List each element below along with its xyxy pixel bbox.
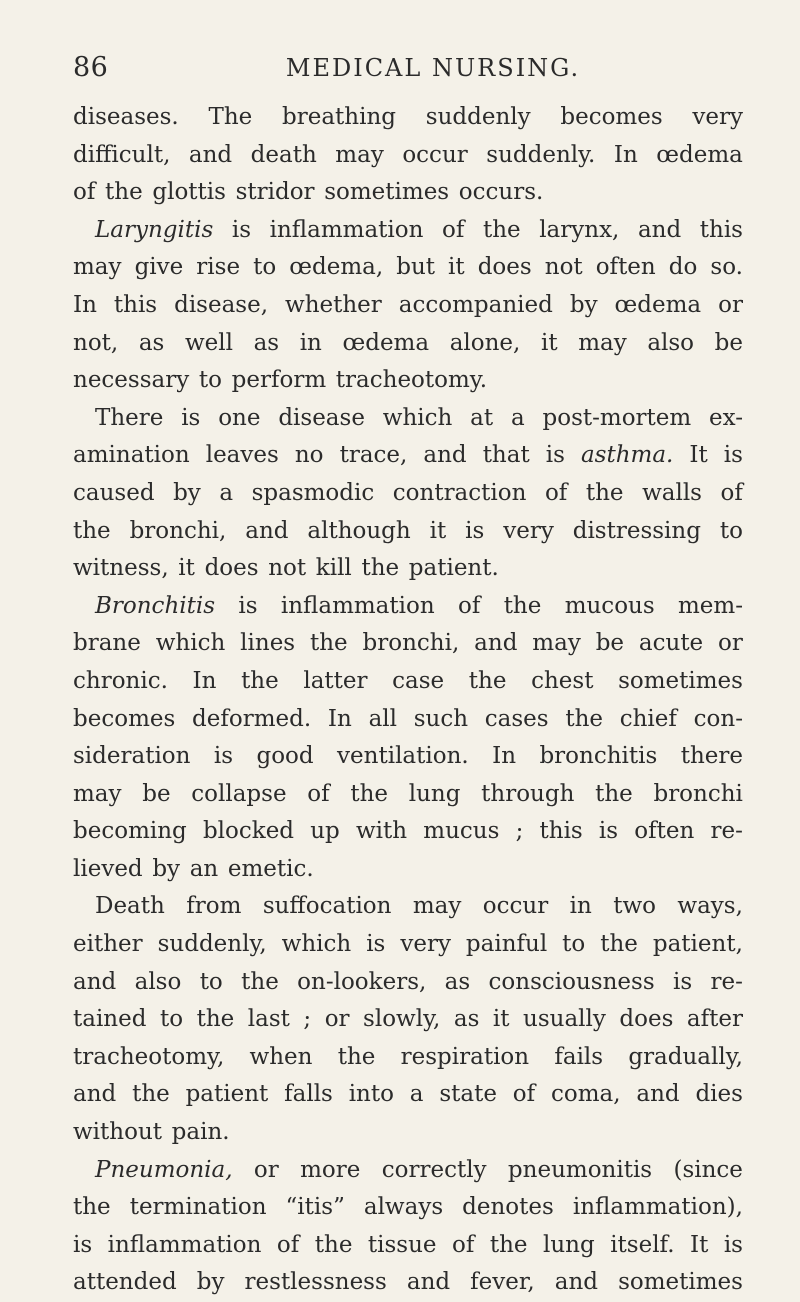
- word: accompanied: [398, 291, 553, 318]
- word: itself.: [610, 1231, 675, 1258]
- word: mucus: [423, 818, 500, 845]
- word: bronchi: [653, 780, 743, 807]
- text-line: [73, 1264, 743, 1302]
- word: patient: [185, 1081, 269, 1108]
- word: through: [481, 780, 575, 807]
- text-line: [73, 249, 743, 287]
- word: two: [613, 893, 656, 920]
- word: the: [241, 667, 279, 694]
- word: emetic.: [227, 855, 314, 882]
- word: the: [350, 780, 389, 807]
- word: pain.: [171, 1119, 230, 1146]
- word: by: [152, 855, 181, 882]
- word: tissue: [367, 1231, 437, 1258]
- word: state: [439, 1081, 497, 1108]
- word: to: [719, 517, 743, 544]
- word: or: [718, 291, 743, 318]
- word: does: [619, 1006, 674, 1033]
- word: be: [595, 630, 625, 657]
- text-line: [73, 137, 743, 175]
- text-line: [73, 513, 743, 551]
- word: the: [241, 968, 279, 995]
- word: respiration: [400, 1043, 530, 1070]
- word: to: [253, 254, 277, 281]
- word: mucous: [564, 592, 655, 619]
- word: It: [689, 442, 708, 469]
- word: it: [448, 254, 465, 281]
- word: It: [690, 1231, 709, 1258]
- word: be: [142, 780, 171, 807]
- text-line: [73, 738, 743, 776]
- word: chronic.: [73, 667, 168, 694]
- word: inflammation),: [572, 1194, 743, 1221]
- word: occur: [482, 893, 549, 920]
- word: lines: [240, 630, 296, 657]
- word: the: [73, 1194, 111, 1221]
- word: caused: [73, 479, 155, 506]
- word: a: [409, 1081, 424, 1108]
- word: difficult,: [73, 141, 171, 168]
- word: lieved: [73, 855, 143, 882]
- word: may: [532, 630, 581, 657]
- word: suddenly,: [157, 931, 267, 958]
- word: which: [382, 404, 453, 431]
- word: one: [218, 404, 261, 431]
- word: may: [578, 329, 627, 356]
- word: sometimes: [324, 179, 450, 206]
- word: bronchi,: [362, 630, 460, 657]
- word: “itis”: [285, 1194, 345, 1221]
- word: kill: [315, 555, 352, 582]
- text-line: [73, 475, 743, 513]
- word: to: [159, 1006, 184, 1033]
- word: collapse: [191, 780, 287, 807]
- word: fails: [554, 1043, 604, 1070]
- word: to: [199, 968, 223, 995]
- word: brane: [73, 630, 141, 657]
- word: in: [299, 329, 322, 356]
- word: there: [680, 743, 743, 770]
- word: or: [324, 1006, 350, 1033]
- word: leaves: [205, 442, 279, 469]
- text-line: [73, 362, 743, 400]
- word: when: [249, 1043, 313, 1070]
- word: There: [95, 404, 164, 431]
- word: more: [300, 1156, 361, 1183]
- word: such: [413, 705, 469, 732]
- word: is: [465, 517, 485, 544]
- word: and: [406, 1269, 451, 1296]
- text-line: [73, 1227, 743, 1265]
- word: sideration: [73, 743, 191, 770]
- word: the: [105, 179, 143, 206]
- word: of: [457, 592, 481, 619]
- word: re-: [710, 968, 743, 995]
- text-line: [73, 99, 743, 137]
- word: œdema: [614, 291, 702, 318]
- word: suddenly: [425, 104, 531, 130]
- word: also: [647, 329, 695, 356]
- word: fever,: [470, 1269, 535, 1296]
- word: sometimes: [618, 667, 743, 694]
- word: not: [544, 254, 583, 281]
- word: In: [192, 667, 217, 694]
- word: distressing: [572, 517, 701, 544]
- word: blocked: [202, 818, 295, 845]
- paragraph-first-line: [73, 400, 743, 438]
- word: ;: [515, 818, 524, 845]
- word: last: [247, 1006, 290, 1033]
- italic-term: Bronchitis: [95, 592, 216, 619]
- word: which: [281, 931, 352, 958]
- word: the: [73, 517, 111, 544]
- word: so.: [710, 254, 743, 281]
- word: chest: [531, 667, 594, 694]
- text-line: [73, 964, 743, 1002]
- text-line: [73, 1039, 743, 1077]
- word: do: [668, 254, 698, 281]
- text-line: [73, 1076, 743, 1114]
- word: is: [238, 592, 258, 619]
- word: by: [569, 291, 598, 318]
- word: occur: [402, 141, 468, 168]
- word: glottis: [152, 179, 226, 206]
- word: death: [250, 141, 317, 168]
- text-line: [73, 1114, 743, 1152]
- word: latter: [303, 667, 368, 694]
- body-text: [73, 99, 743, 1302]
- word: inflammation: [269, 216, 424, 243]
- word: the: [489, 1231, 528, 1258]
- word: a: [510, 404, 525, 431]
- word: not: [268, 555, 307, 582]
- word: In: [492, 743, 517, 770]
- word: spasmodic: [251, 479, 375, 506]
- word: disease,: [174, 291, 269, 318]
- word: patient,: [652, 931, 743, 958]
- word: The: [208, 104, 253, 130]
- word: it: [429, 517, 447, 544]
- word: an: [189, 855, 219, 882]
- word: and: [637, 216, 682, 243]
- word: occurs.: [458, 179, 544, 206]
- word: witness,: [73, 555, 169, 582]
- word: amination: [73, 442, 190, 469]
- word: or: [718, 630, 743, 657]
- text-line: [73, 174, 743, 212]
- word: this: [113, 291, 158, 318]
- word: is: [73, 1231, 93, 1258]
- word: does: [477, 254, 532, 281]
- word: it: [492, 1006, 510, 1033]
- word: diseases.: [73, 104, 179, 130]
- word: breathing: [282, 104, 397, 130]
- word: not,: [73, 329, 119, 356]
- word: of: [720, 479, 743, 506]
- word: always: [363, 1194, 444, 1221]
- word: and: [73, 1081, 117, 1108]
- word: the: [310, 630, 348, 657]
- text-line: [73, 1001, 743, 1039]
- word: is: [598, 818, 619, 845]
- text-line: [73, 701, 743, 739]
- word: although: [307, 517, 411, 544]
- word: it: [540, 329, 558, 356]
- word: as: [138, 329, 165, 356]
- word: the: [482, 216, 521, 243]
- word: re-: [710, 818, 743, 845]
- word: inflammation: [280, 592, 435, 619]
- word: In: [613, 141, 638, 168]
- word: falls: [284, 1081, 333, 1108]
- word: up: [310, 818, 340, 845]
- word: denotes: [462, 1194, 554, 1221]
- word: consciousness: [488, 968, 655, 995]
- word: good: [256, 743, 314, 770]
- word: becomes: [73, 705, 176, 732]
- word: the: [595, 780, 633, 807]
- word: attended: [73, 1269, 177, 1296]
- word: con-: [693, 705, 743, 732]
- word: by: [173, 479, 201, 506]
- word: of: [544, 479, 568, 506]
- word: usually: [523, 1006, 606, 1033]
- word: either: [73, 931, 143, 958]
- word: post-mortem: [542, 404, 692, 431]
- word: sometimes: [618, 1269, 743, 1296]
- word: on-lookers,: [297, 968, 427, 995]
- word: perform: [231, 367, 327, 394]
- word: is: [366, 931, 386, 958]
- word: well: [184, 329, 233, 356]
- word: the: [196, 1006, 235, 1033]
- word: coma,: [550, 1081, 621, 1108]
- word: also: [134, 968, 182, 995]
- word: may: [412, 893, 462, 920]
- word: correctly: [381, 1156, 487, 1183]
- word: very: [692, 104, 743, 130]
- word: cases: [484, 705, 549, 732]
- word: contraction: [392, 479, 527, 506]
- text-line: [73, 663, 743, 701]
- word: but: [396, 254, 435, 281]
- word: bronchitis: [539, 743, 658, 770]
- word: the: [468, 667, 507, 694]
- word: is: [231, 216, 252, 243]
- word: give: [134, 254, 184, 281]
- word: into: [348, 1081, 394, 1108]
- word: be: [714, 329, 743, 356]
- word: very: [400, 931, 451, 958]
- paragraph-first-line: [73, 1152, 743, 1190]
- word: pneumonitis: [507, 1156, 653, 1183]
- italic-term: asthma.: [580, 442, 674, 469]
- word: inflammation: [107, 1231, 262, 1258]
- word: by: [196, 1269, 225, 1296]
- text-line: [73, 926, 743, 964]
- word: walls: [642, 479, 702, 506]
- word: patient.: [408, 555, 499, 582]
- word: restlessness: [244, 1269, 387, 1296]
- word: is: [723, 1231, 743, 1258]
- word: œdema: [656, 141, 743, 168]
- word: chief: [619, 705, 677, 732]
- word: a: [219, 479, 234, 506]
- text-line: [73, 437, 743, 475]
- word: ex-: [709, 404, 743, 431]
- page-number: 86: [73, 52, 109, 83]
- word: deformed.: [192, 705, 312, 732]
- word: the: [503, 592, 542, 619]
- word: of: [452, 1231, 475, 1258]
- word: œdema: [342, 329, 430, 356]
- word: becoming: [73, 818, 187, 845]
- word: of: [276, 1231, 300, 1258]
- word: no: [294, 442, 324, 469]
- word: ways,: [677, 893, 743, 920]
- word: may: [335, 141, 384, 168]
- paragraph-first-line: [73, 888, 743, 926]
- word: at: [470, 404, 494, 431]
- word: this: [699, 216, 743, 243]
- word: disease: [278, 404, 365, 431]
- word: gradually,: [628, 1043, 743, 1070]
- word: often: [595, 254, 656, 281]
- word: œdema,: [289, 254, 384, 281]
- word: trace,: [339, 442, 408, 469]
- word: as: [444, 968, 471, 995]
- word: In: [327, 705, 352, 732]
- word: may: [73, 254, 122, 281]
- word: is: [723, 442, 743, 469]
- word: after: [686, 1006, 743, 1033]
- word: to: [198, 367, 222, 394]
- italic-term: Pneumonia,: [95, 1156, 233, 1183]
- word: mem-: [677, 592, 743, 619]
- word: is: [672, 968, 693, 995]
- word: tracheotomy.: [335, 367, 488, 394]
- word: and: [245, 517, 289, 544]
- text-line: [73, 550, 743, 588]
- word: and: [474, 630, 518, 657]
- italic-term: Laryngitis: [95, 216, 214, 243]
- word: the: [361, 555, 400, 582]
- word: all: [368, 705, 397, 732]
- word: the: [132, 1081, 170, 1108]
- word: to: [562, 931, 586, 958]
- word: necessary: [73, 367, 190, 394]
- word: stridor: [235, 179, 315, 206]
- text-line: [73, 625, 743, 663]
- word: and: [188, 141, 233, 168]
- paragraph-first-line: [73, 212, 743, 250]
- word: rise: [196, 254, 241, 281]
- word: is: [213, 743, 234, 770]
- word: as: [253, 329, 280, 356]
- word: as: [453, 1006, 480, 1033]
- text-line: [73, 776, 743, 814]
- word: the: [314, 1231, 353, 1258]
- word: which: [155, 630, 226, 657]
- word: is: [545, 442, 565, 469]
- paragraph-first-line: [73, 588, 743, 626]
- word: of: [512, 1081, 536, 1108]
- word: In: [73, 291, 97, 318]
- word: acute: [638, 630, 704, 657]
- word: from: [186, 893, 242, 920]
- word: becomes: [560, 104, 663, 130]
- word: of: [73, 179, 96, 206]
- word: the: [337, 1043, 376, 1070]
- running-head: MEDICAL NURSING.: [285, 54, 581, 82]
- text-line: [73, 287, 743, 325]
- word: and: [423, 442, 467, 469]
- word: painful: [465, 931, 548, 958]
- word: slowly,: [363, 1006, 441, 1033]
- word: tracheotomy,: [73, 1043, 225, 1070]
- word: ventilation.: [337, 743, 469, 770]
- text-line: [73, 851, 743, 889]
- word: the: [585, 479, 624, 506]
- word: of: [307, 780, 330, 807]
- word: this: [539, 818, 583, 845]
- word: suffocation: [262, 893, 392, 920]
- word: may: [73, 780, 122, 807]
- word: with: [355, 818, 408, 845]
- word: and: [554, 1269, 598, 1296]
- word: lung: [543, 1231, 595, 1258]
- word: in: [569, 893, 592, 920]
- word: (since: [673, 1156, 743, 1183]
- word: tained: [73, 1006, 147, 1033]
- word: ;: [303, 1006, 312, 1033]
- word: suddenly.: [486, 141, 596, 168]
- word: case: [392, 667, 445, 694]
- word: alone,: [449, 329, 521, 356]
- word: it: [178, 555, 195, 582]
- word: Death: [95, 893, 165, 920]
- word: very: [503, 517, 554, 544]
- word: dies: [695, 1081, 743, 1108]
- word: and: [73, 968, 117, 995]
- word: larynx,: [539, 216, 620, 243]
- word: of: [442, 216, 465, 243]
- text-line: [73, 325, 743, 363]
- word: often: [634, 818, 695, 845]
- word: without: [73, 1119, 163, 1146]
- word: bronchi,: [129, 517, 227, 544]
- word: whether: [285, 291, 382, 318]
- word: is: [181, 404, 201, 431]
- word: the: [565, 705, 603, 732]
- text-line: [73, 1189, 743, 1227]
- text-line: [73, 813, 743, 851]
- word: that: [482, 442, 530, 469]
- word: and: [636, 1081, 680, 1108]
- word: does: [204, 555, 259, 582]
- page-header: [73, 52, 753, 86]
- word: or: [253, 1156, 279, 1183]
- word: termination: [129, 1194, 267, 1221]
- word: lung: [408, 780, 461, 807]
- word: the: [600, 931, 638, 958]
